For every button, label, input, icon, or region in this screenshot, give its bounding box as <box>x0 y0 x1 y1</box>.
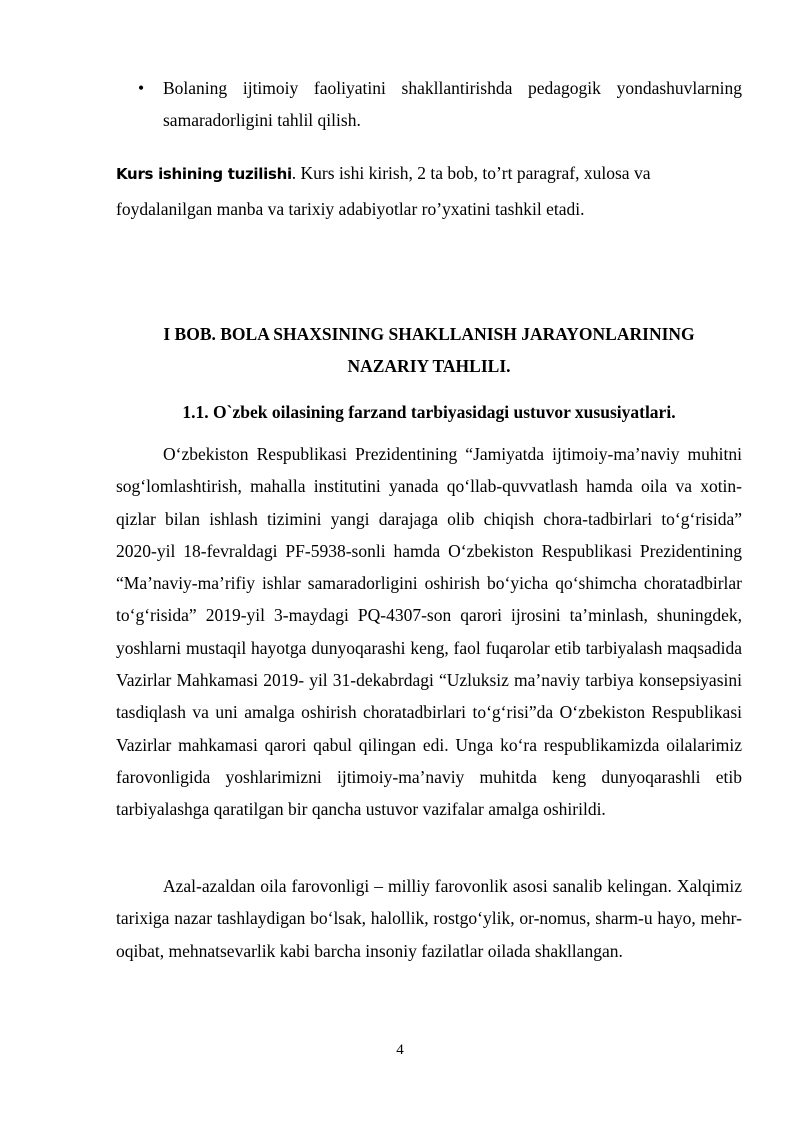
body-paragraph: Azal-azaldan oila farovonligi – milliy farovonlik asosi sanalib kelingan. Xalqimiz tarixiga nazar tashlaydigan bo‘lsak, halollik, rostgo‘ylik, or-nomus, sharm-u hayo, mehr-oqibat, mehnatsevarlik kabi barcha insoniy fazilatlar oilada shakllangan. <box>116 876 742 961</box>
chapter-heading <box>116 318 742 382</box>
bullet-marker: • <box>138 78 145 98</box>
section-heading: 1.1. O`zbek oilasining farzand tarbiyasidagi ustuvor xususiyatlari. <box>182 402 676 422</box>
page-number: 4 <box>396 1042 404 1058</box>
chapter-heading-line-2: NAZARIY TAHLILI. <box>347 356 511 376</box>
course-structure-text: . Kurs ishi kirish, 2 ta bob, to’rt paragraf, xulosa va foydalanilgan manba va tarixiy adabiyotlar ro’yxatini tashkil etadi. <box>116 163 651 219</box>
bullet-list-item <box>116 72 742 136</box>
course-structure-paragraph <box>116 156 742 227</box>
chapter-heading-line-1: I BOB. BOLA SHAXSINING SHAKLLANISH JARAYONLARINING <box>163 324 695 344</box>
bullet-text: Bolaning ijtimoiy faoliyatini shakllantirishda pedagogik yondashuvlarning samaradorligini tahlil qilish. <box>163 78 742 130</box>
course-structure-lead: Kurs ishining tuzilishi <box>116 165 292 183</box>
body-paragraph: O‘zbekiston Respublikasi Prezidentining “Jamiyatda ijtimoiy-ma’naviy muhitni sog‘lomlashtirish, mahalla institutini yanada qo‘llab-quvvatlash hamda oila va xotin-qizlar bilan ishlash tizimini yangi darajaga olib chiqish chora-tadbirlari to‘g‘risida” 2020-yil 18-fevraldagi PF-5938-sonli hamda O‘zbekiston Respublikasi Prezidentining “Ma’naviy-ma’rifiy ishlar samaradorligini oshirish bo‘yicha qo‘shimcha choratadbirlar to‘g‘risida” 2019-yil 3-maydagi PQ-4307-son qarori ijrosini ta’minlash, shuningdek, yoshlarni mustaqil hayotga dunyoqarashi keng, faol fuqarolar etib tarbiyalash maqsadida Vazirlar Mahkamasi 2019- yil 31-dekabrdagi “Uzluksiz ma’naviy tarbiya konsepsiyasini tasdiqlash va uni amalga oshirish choratadbirlari to‘g‘risi”da O‘zbekiston Respublikasi Vazirlar mahkamasi qarori qabul qilingan edi. Unga ko‘ra respublikamizda oilalarimiz farovonligida yoshlarimizni ijtimoiy-ma’naviy muhitda keng dunyoqarashli etib tarbiyalashga qaratilgan bir qancha ustuvor vazifalar amalga oshirildi. <box>116 444 742 820</box>
